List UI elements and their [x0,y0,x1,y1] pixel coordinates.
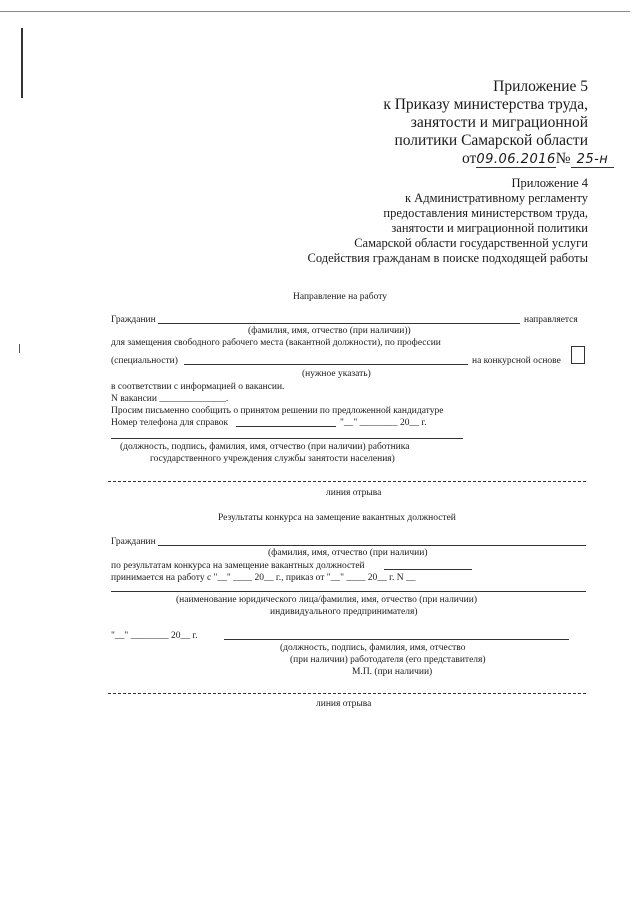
appendix4-line2: предоставления министерством труда, [383,206,588,220]
appendix4-line1: к Административному регламенту [404,191,588,205]
employer-signature-field[interactable] [224,639,569,640]
appendix4-line5: Содействия гражданам в поиске подходящей работы [307,251,588,265]
referral-citizen-label: Гражданин [111,315,156,325]
results-fio-hint: (фамилия, имя, отчество (при наличии) [268,548,428,558]
official-hint-2: государственного учреждения службы занятости населения) [150,454,395,464]
org-hint-2: индивидуального предпринимателя) [270,607,418,617]
appendix4-title: Приложение 4 [511,176,588,190]
appendix5-line2: занятости и миграционной [410,114,588,131]
number-prefix: № [555,150,571,167]
referral-position-text: для замещения свободного рабочего места (вакантной должности), по профессии [111,338,441,348]
results-title: Результаты конкурса на замещение вакантных должностей [218,513,456,523]
handwritten-date: 09.06.2016 [476,152,556,167]
handwritten-number: 25-н [571,152,615,168]
specialty-label: (специальности) [111,356,178,366]
contest-field[interactable] [384,569,472,570]
competition-label: на конкурсной основе [472,356,561,366]
vacancy-info: в соответствии с информацией о вакансии. [111,382,285,392]
referral-fio-hint: (фамилия, имя, отчество (при наличии)) [248,326,411,336]
appendix4-line3: занятости и миграционной политики [391,221,588,235]
appendix5-date-line [462,150,614,169]
scan-mark-small [19,344,20,353]
tear-line-1 [108,481,586,482]
specialty-field[interactable] [184,364,468,365]
appendix5-title: Приложение 5 [493,78,588,95]
tear-line-label-2: линия отрыва [316,699,372,709]
employer-name-field[interactable] [111,591,586,592]
tear-line-label-1: линия отрыва [326,488,382,498]
scan-mark-left [21,28,23,98]
date-prefix: от [462,150,477,167]
contest-text: по результатам конкурса на замещение вакантных должностей [111,561,365,571]
employer-hint-1: (должность, подпись, фамилия, имя, отчество [280,643,466,653]
official-hint-1: (должность, подпись, фамилия, имя, отчество (при наличии) работника [120,442,410,452]
competition-checkbox[interactable] [571,346,585,364]
tear-line-2 [108,693,586,694]
phone-field[interactable] [236,426,336,427]
sign-date: "__" ________ 20__ г. [111,631,198,641]
appendix4-line4: Самарской области государственной услуги [354,236,588,250]
employer-hint-2: (при наличии) работодателя (его представителя) [290,655,486,665]
results-citizen-label: Гражданин [111,537,156,547]
results-citizen-field[interactable] [158,545,586,546]
org-hint-1: (наименование юридического лица/фамилия, имя, отчество (при наличии) [176,595,477,605]
official-signature-field[interactable] [111,438,463,439]
referral-title: Направление на работу [293,292,387,302]
phone-label: Номер телефона для справок [111,418,229,428]
referral-sent-label: направляется [524,315,578,325]
stamp-label: М.П. (при наличии) [352,667,433,677]
vacancy-number: N вакансии ______________. [111,394,229,404]
request-text: Просим письменно сообщить о принятом решении по предложенной кандидатуре [111,406,444,416]
choose-hint: (нужное указать) [302,369,371,379]
appendix5-line3: политики Самарской области [394,132,588,149]
citizen-name-field[interactable] [158,323,520,324]
scan-edge-top [0,11,630,12]
hire-text: принимается на работу с "__" ____ 20__ г., приказ от "__" ____ 20__ г. N __ [111,573,416,583]
appendix5-line1: к Приказу министерства труда, [383,96,588,113]
phone-date: "__" ________ 20__ г. [340,418,427,428]
